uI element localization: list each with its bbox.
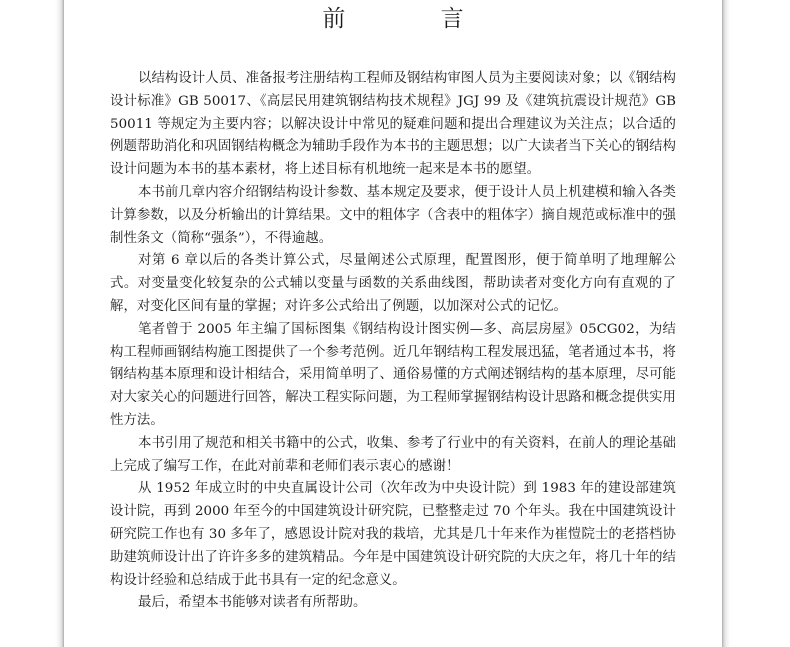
preface-body (110, 68, 676, 615)
paragraph-1: 以结构设计人员、准备报考注册结构工程师及钢结构审图人员为主要阅读对象；以《钢结构设计标准》GB 50017、《高层民用建筑钢结构技术规程》JGJ 99 及《建筑抗震设计规范》GB 50011 等规定为主要内容；以解决设计中常见的疑难问题和提出合理建议为关注点；以合适的例题帮助消化和巩固钢结构概念为辅助手段作为本书的主题思想；以广大读者当下关心的钢结构设计问题为本书的基本素材，将上述目标有机地统一起来是本书的愿望。 (110, 71, 676, 178)
preface-title: 前 言 (322, 6, 508, 32)
paragraph-3: 对第 6 章以后的各类计算公式，尽量阐述公式原理，配置图形，便于简单明了地理解公式。对变量变化较复杂的公式辅以变量与函数的关系曲线图，帮助读者对变化方向有直观的了解，对变化区间有量的掌握；对许多公式给出了例题，以加深对公式的记忆。 (110, 253, 676, 314)
paragraph-4: 笔者曾于 2005 年主编了国标图集《钢结构设计图实例—多、高层房屋》05CG02，为结构工程师画钢结构施工图提供了一个参考范例。近几年钢结构工程发展迅猛，笔者通过本书，将钢结构基本原理和设计相结合，采用简单明了、通俗易懂的方式阐述钢结构的基本原理，尽可能对大家关心的问题进行回答，解决工程实际问题，为工程师掌握钢结构设计思路和概念提供实用性方法。 (110, 321, 676, 428)
paragraph-7: 最后，希望本书能够对读者有所帮助。 (138, 595, 367, 611)
paragraph-2: 本书前几章内容介绍钢结构设计参数、基本规定及要求，便于设计人员上机建模和输入各类计算参数，以及分析输出的计算结果。文中的粗体字（含表中的粗体字）摘自规范或标准中的强制性条文（简称“强条”），不得逾越。 (110, 184, 676, 246)
paragraph-6: 从 1952 年成立时的中央直属设计公司（次年改为中央设计院）到 1983 年的建设部建筑设计院，再到 2000 年至今的中国建筑设计研究院，已整整走过 70 个年头。我在中国建筑设计研究院工作也有 30 多年了，感恩设计院对我的栽培，尤其是几十年来作为崔愷院士的老搭档协助建筑师设计出了许许多多的建筑精品。今年是中国建筑设计研究院的大庆之年，将几十年的结构设计经验和总结成于此书具有一定的纪念意义。 (110, 481, 676, 588)
document-page (64, 0, 722, 647)
paragraph-5: 本书引用了规范和相关书籍中的公式，收集、参考了行业中的有关资料，在前人的理论基础上完成了编写工作，在此对前辈和老师们表示衷心的感谢！ (110, 435, 676, 474)
